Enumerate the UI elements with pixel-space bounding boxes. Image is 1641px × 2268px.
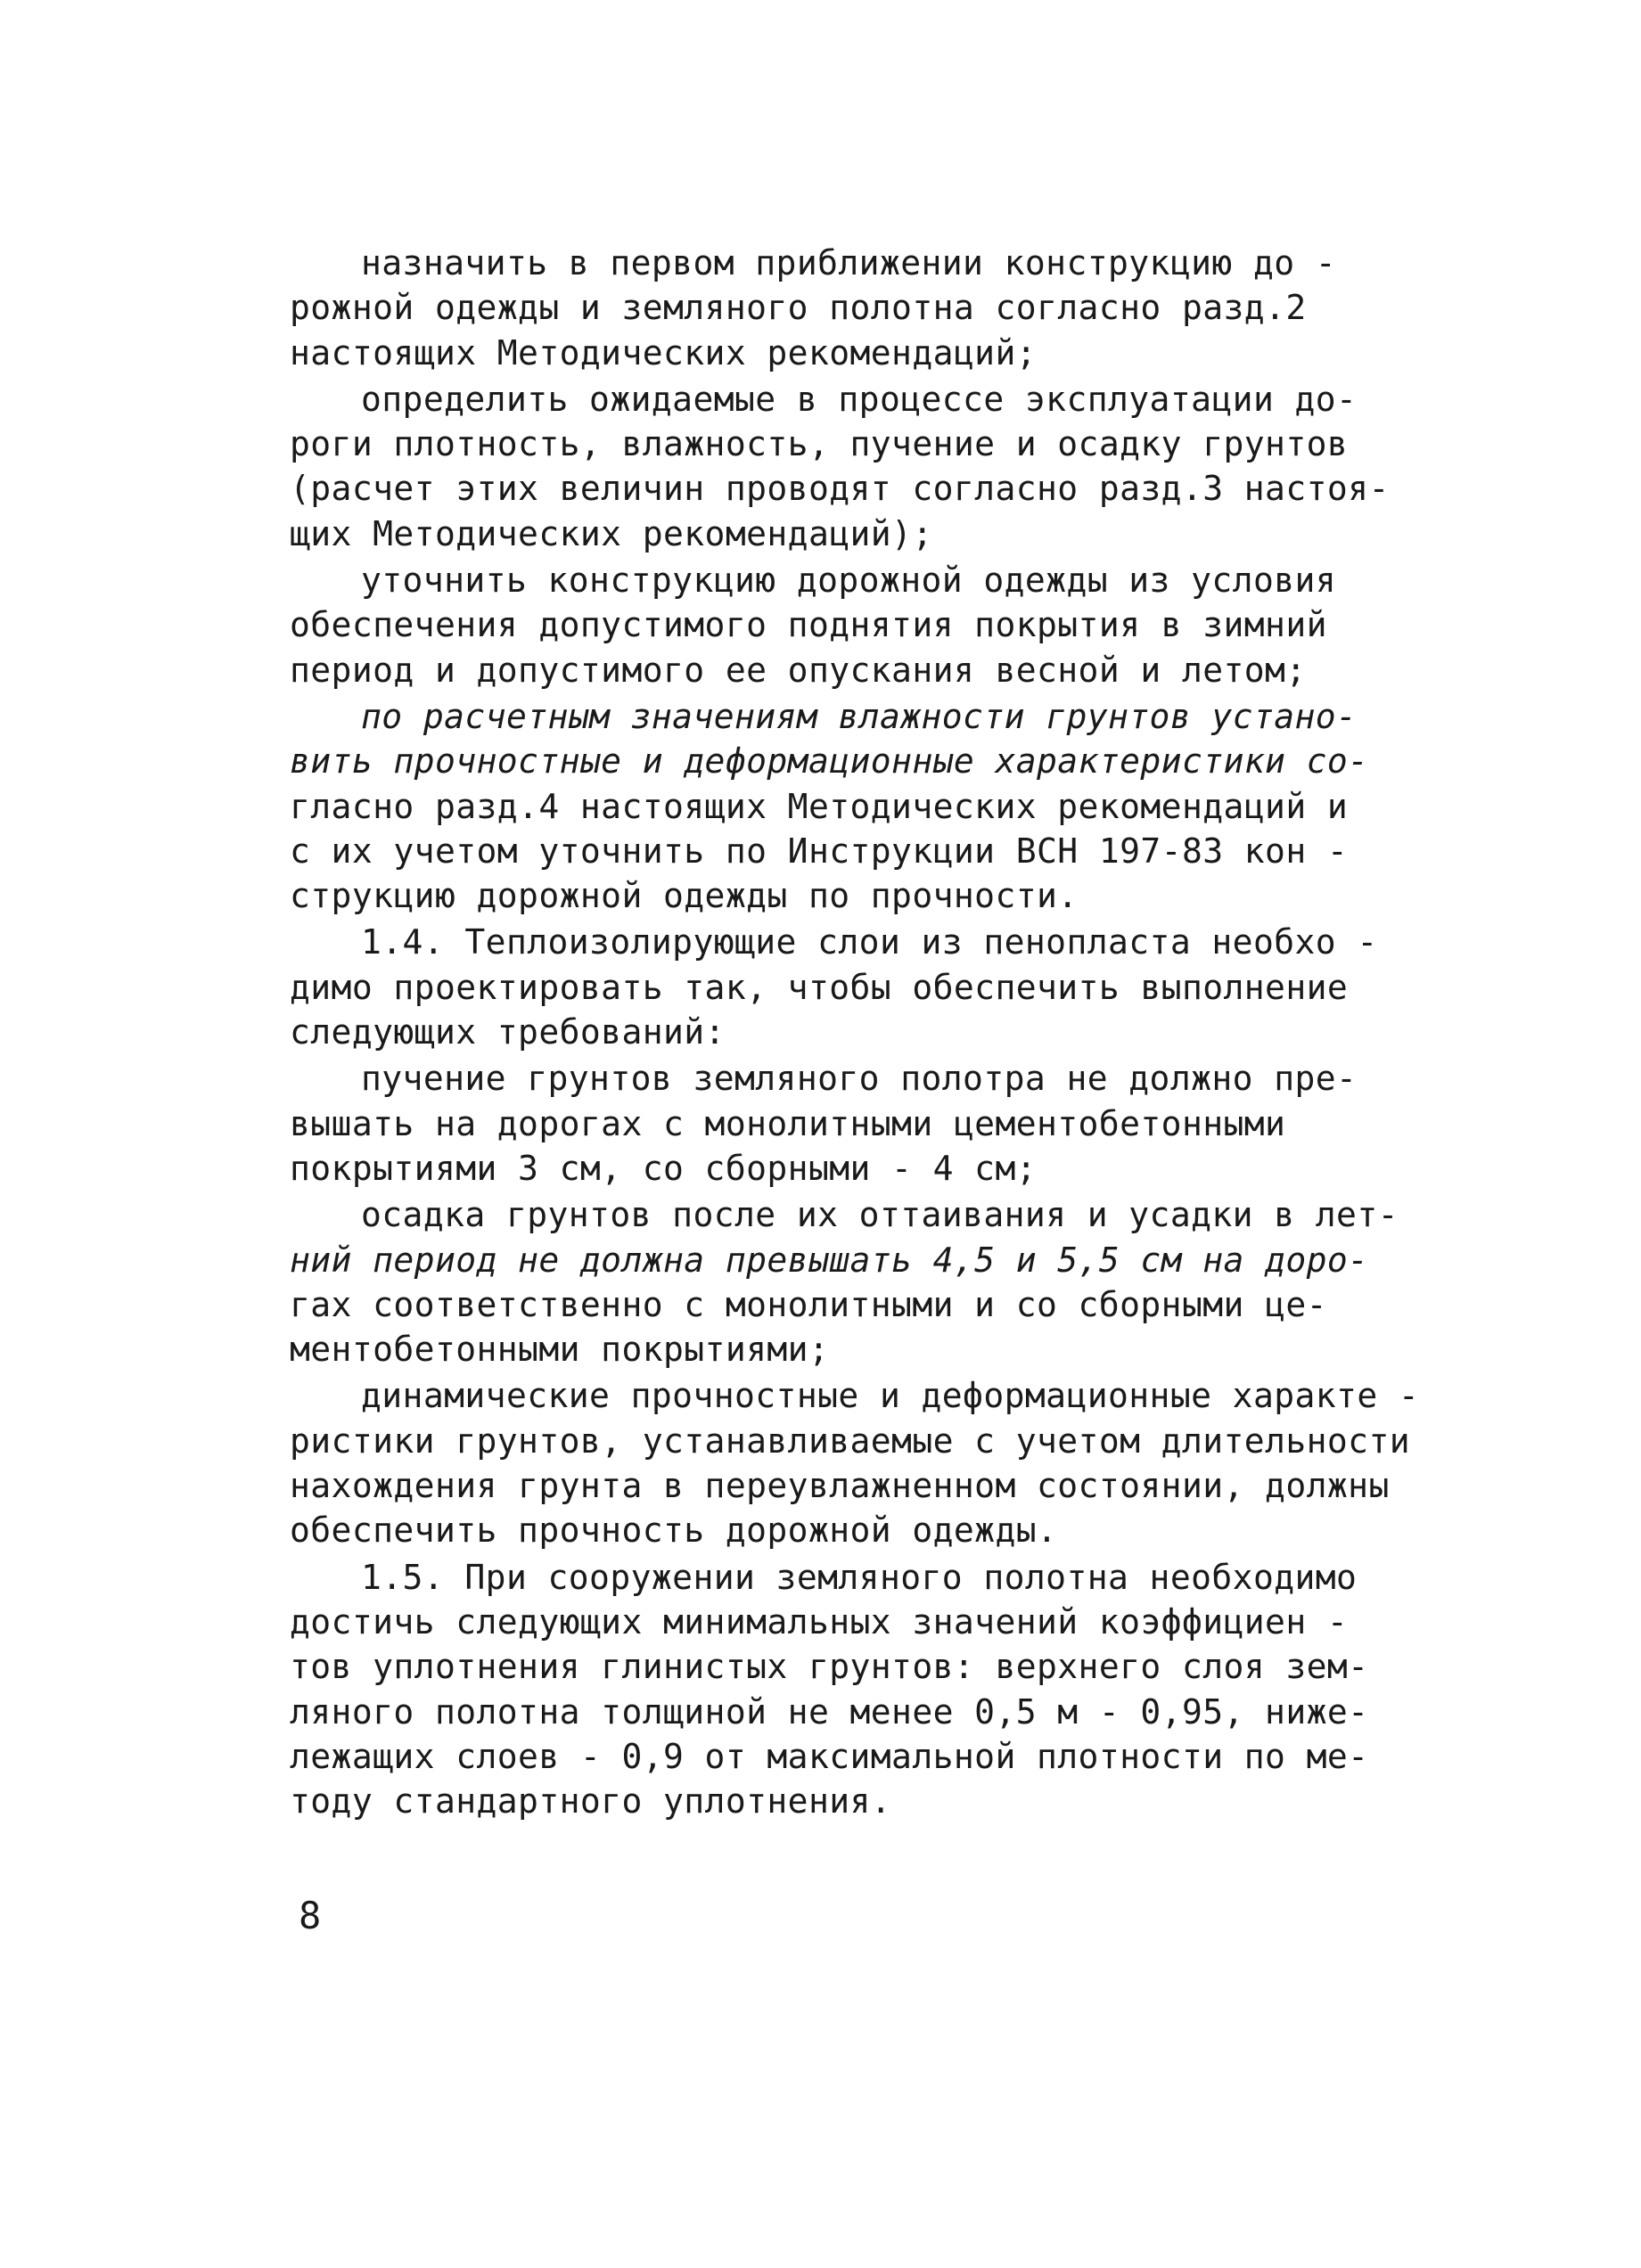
section-1-4 — [290, 920, 1448, 1054]
paragraph-6 — [290, 1056, 1448, 1191]
text-line: тоду стандартного уплотнения. — [290, 1781, 892, 1822]
text-line: осадка грунтов после их оттаивания и усадки в лет- — [361, 1195, 1399, 1235]
text-line: ментобетонными покрытиями; — [290, 1330, 830, 1370]
text-line: с их учетом уточнить по Инструкции ВСН 197-83 кон - — [290, 831, 1349, 871]
text-line: тов уплотнения глинистых грунтов: верхнего слоя зем- — [290, 1647, 1369, 1687]
paragraph-8 — [290, 1373, 1448, 1552]
text-line: ний период не должна превышать 4,5 и 5,5 см на доро- — [290, 1240, 1369, 1280]
text-line: ристики грунтов, устанавливаемые с учетом длительности — [290, 1421, 1411, 1461]
text-line: 1.4. Теплоизолирующие слои из пенопласта необхо - — [361, 922, 1378, 962]
text-line: гласно разд.4 настоящих Методических рекомендаций и — [290, 786, 1349, 826]
text-line: период и допустимого ее опускания весной и летом; — [290, 650, 1307, 690]
text-line: по расчетным значениям влажности грунтов устано- — [361, 696, 1358, 736]
text-line: рожной одежды и земляного полотна согласно разд.2 — [290, 288, 1307, 328]
page-number: 8 — [299, 1894, 322, 1937]
text-line: покрытиями 3 см, со сборными - 4 см; — [290, 1148, 1038, 1188]
paragraph-2 — [290, 377, 1448, 556]
text-line: щих Методических рекомендаций); — [290, 513, 933, 553]
text-line: обеспечения допустимого поднятия покрытия в зимний — [290, 605, 1327, 645]
text-line: достичь следующих минимальных значений коэффициен - — [290, 1601, 1349, 1642]
text-line: димо проектировать так, чтобы обеспечить выполнение — [290, 967, 1349, 1007]
text-line: гах соответственно с монолитными и со сборными це- — [290, 1284, 1327, 1324]
text-line: (расчет этих величин проводят согласно разд.3 настоя- — [290, 469, 1390, 509]
text-line: струкцию дорожной одежды по прочности. — [290, 876, 1079, 916]
text-line: ляного полотна толщиной не менее 0,5 м - 0,95, ниже- — [290, 1691, 1369, 1732]
text-line: нахождения грунта в переувлажненном состоянии, должны — [290, 1466, 1390, 1506]
section-1-5 — [290, 1555, 1448, 1824]
paragraph-4 — [290, 694, 1448, 918]
text-line: обеспечить прочность дорожной одежды. — [290, 1511, 1058, 1551]
text-line: лежащих слоев - 0,9 от максимальной плотности по ме- — [290, 1736, 1369, 1776]
paragraph-1 — [290, 241, 1448, 375]
paragraph-3 — [290, 558, 1448, 692]
paragraph-7 — [290, 1192, 1448, 1371]
text-line: вить прочностные и деформационные характеристики со- — [290, 741, 1369, 782]
text-line: динамические прочностные и деформационные характе - — [361, 1376, 1420, 1416]
text-line: назначить в первом приближении конструкцию до - — [361, 243, 1337, 282]
text-line: настоящих Методических рекомендаций; — [290, 332, 1038, 373]
text-line: следующих требований: — [290, 1012, 726, 1052]
text-line: уточнить конструкцию дорожной одежды из условия — [361, 561, 1337, 601]
text-line: определить ожидаемые в процессе эксплуатации до- — [361, 379, 1358, 419]
text-line: вышать на дорогах с монолитными цементобетонными — [290, 1103, 1286, 1143]
text-line: пучение грунтов земляного полотра не должно пре- — [361, 1059, 1358, 1099]
text-line: роги плотность, влажность, пучение и осадку грунтов — [290, 424, 1349, 464]
text-line: 1.5. При сооружении земляного полотна необходимо — [361, 1557, 1358, 1597]
body-text — [290, 241, 1448, 1825]
